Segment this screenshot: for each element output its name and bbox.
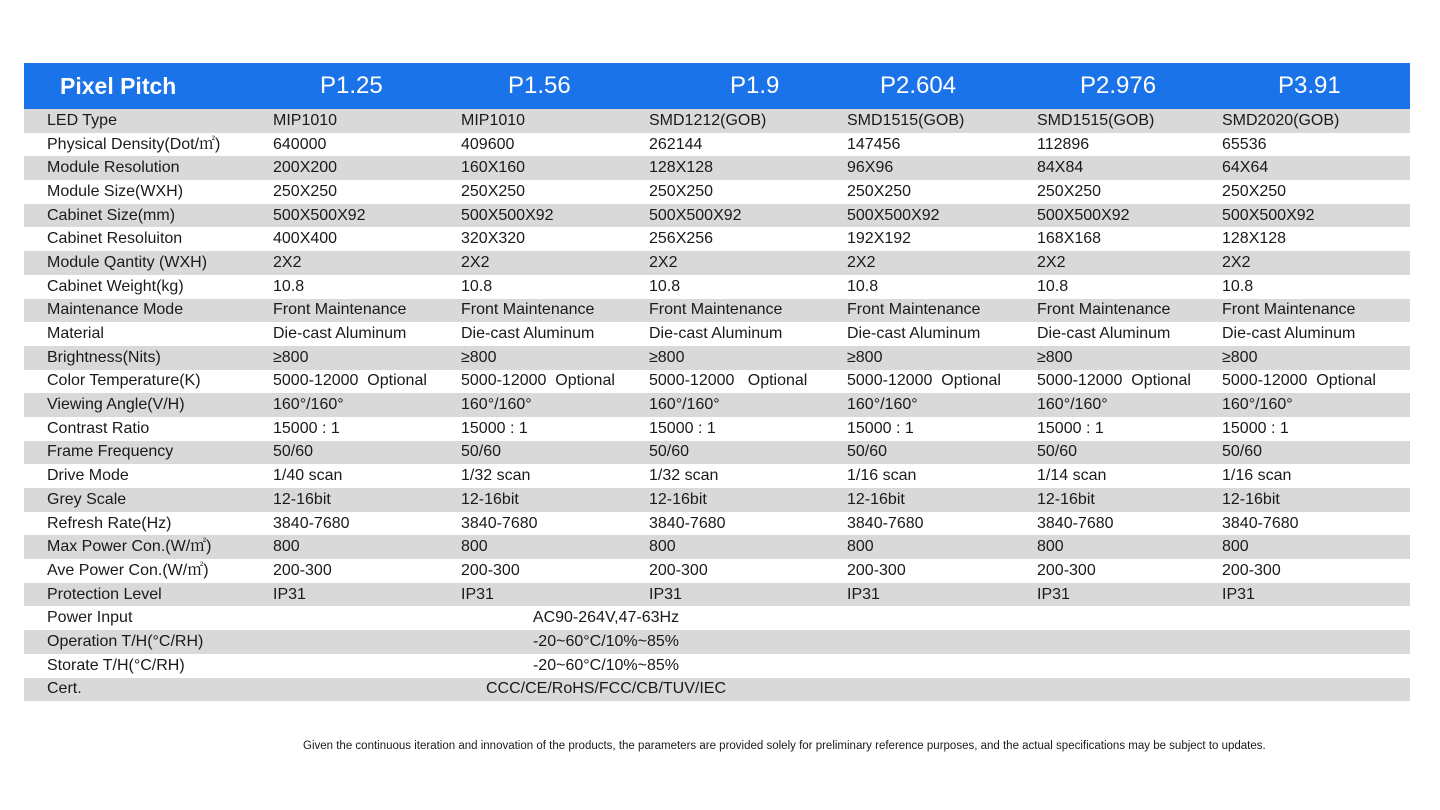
cell-value: 128X128	[649, 159, 714, 177]
cell-value: 3840-7680	[461, 514, 538, 532]
table-row	[24, 417, 1410, 441]
cell-value: SMD1515(GOB)	[1037, 111, 1155, 129]
cell-value: 15000 : 1	[461, 419, 528, 437]
spec-table	[24, 63, 1410, 701]
cell-value: Front Maintenance	[1037, 301, 1171, 319]
merged-value: CCC/CE/RoHS/FCC/CB/TUV/IEC	[485, 680, 727, 698]
cell-value: 1/32 scan	[649, 467, 719, 485]
row-label: Brightness(Nits)	[47, 348, 161, 366]
cell-value: MIP1010	[461, 111, 526, 129]
cell-value: 50/60	[273, 443, 314, 461]
cell-value: 128X128	[1222, 230, 1287, 248]
row-label: Protection Level	[47, 585, 162, 603]
cell-value: 160°/160°	[461, 396, 532, 414]
cell-value: 1/16 scan	[1222, 467, 1292, 485]
cell-value: ≥800	[1037, 348, 1073, 366]
cell-value: Die-cast Aluminum	[461, 325, 595, 343]
cell-value: 15000 : 1	[1037, 419, 1104, 437]
cell-value: 10.8	[461, 277, 493, 295]
cell-value: Die-cast Aluminum	[1222, 325, 1356, 343]
cell-value: 500X500X92	[649, 206, 742, 224]
cell-value: 200-300	[649, 561, 708, 579]
cell-value: 3840-7680	[1037, 514, 1114, 532]
table-row	[24, 346, 1410, 370]
cell-value: 200-300	[1037, 561, 1096, 579]
cell-value: 5000-12000 Optional	[649, 372, 808, 390]
cell-value: Front Maintenance	[1222, 301, 1356, 319]
cell-value: IP31	[847, 585, 880, 603]
cell-value: IP31	[1037, 585, 1070, 603]
table-row	[24, 251, 1410, 275]
cell-value: 15000 : 1	[649, 419, 716, 437]
table-row	[24, 370, 1410, 394]
cell-value: 112896	[1037, 135, 1090, 153]
table-row	[24, 322, 1410, 346]
cell-value: 50/60	[649, 443, 690, 461]
cell-value: 160°/160°	[273, 396, 344, 414]
cell-value: 800	[847, 538, 874, 556]
cell-value: ≥800	[649, 348, 685, 366]
table-row-merged	[24, 678, 1410, 702]
cell-value: 500X500X92	[1222, 206, 1315, 224]
cell-value: SMD1212(GOB)	[649, 111, 767, 129]
cell-value: 5000-12000 Optional	[461, 372, 615, 390]
cell-value: IP31	[273, 585, 306, 603]
cell-value: Die-cast Aluminum	[1037, 325, 1171, 343]
header-p1-9: P1.9	[730, 72, 780, 99]
cell-value: 147456	[847, 135, 901, 153]
cell-value: 10.8	[273, 277, 305, 295]
row-label: Grey Scale	[47, 490, 127, 508]
table-row	[24, 512, 1410, 536]
cell-value: 160°/160°	[847, 396, 918, 414]
row-label: LED Type	[47, 111, 117, 129]
cell-value: 2X2	[461, 253, 490, 271]
cell-value: 800	[1037, 538, 1064, 556]
cell-value: 3840-7680	[649, 514, 726, 532]
header-p2-976: P2.976	[1080, 72, 1157, 99]
cell-value: Front Maintenance	[273, 301, 407, 319]
table-row	[24, 535, 1410, 559]
cell-value: 500X500X92	[1037, 206, 1130, 224]
cell-value: 1/14 scan	[1037, 467, 1107, 485]
table-row	[24, 299, 1410, 323]
cell-value: ≥800	[461, 348, 497, 366]
cell-value: 5000-12000 Optional	[1037, 372, 1191, 390]
cell-value: Die-cast Aluminum	[273, 325, 407, 343]
cell-value: 1/40 scan	[273, 467, 343, 485]
cell-value: 50/60	[461, 443, 502, 461]
cell-value: 3840-7680	[1222, 514, 1299, 532]
table-row	[24, 488, 1410, 512]
cell-value: 250X250	[1037, 182, 1102, 200]
cell-value: 2X2	[847, 253, 876, 271]
cell-value: 3840-7680	[273, 514, 350, 532]
row-label: Power Input	[47, 609, 133, 627]
cell-value: SMD2020(GOB)	[1222, 111, 1340, 129]
cell-value: 200X200	[273, 159, 338, 177]
footnote: Given the continuous iteration and innovation of the products, the parameters are provided solely for preliminary reference purposes, and the actual specifications may be subject to updates.	[303, 740, 1266, 752]
table-row-merged	[24, 654, 1410, 678]
cell-value: 400X400	[273, 230, 338, 248]
cell-value: 1/16 scan	[847, 467, 917, 485]
cell-value: 2X2	[273, 253, 302, 271]
cell-value: 200-300	[847, 561, 906, 579]
cell-value: 250X250	[847, 182, 912, 200]
row-label: Maintenance Mode	[47, 301, 184, 319]
table-row	[24, 180, 1410, 204]
cell-value: 2X2	[1222, 253, 1251, 271]
cell-value: 500X500X92	[847, 206, 940, 224]
merged-value: AC90-264V,47-63Hz	[532, 609, 680, 627]
cell-value: 50/60	[847, 443, 888, 461]
header-row	[24, 63, 1410, 109]
table-row	[24, 441, 1410, 465]
cell-value: Front Maintenance	[847, 301, 981, 319]
cell-value: 160X160	[461, 159, 526, 177]
cell-value: 500X500X92	[273, 206, 366, 224]
row-label: Contrast Ratio	[47, 419, 150, 437]
table-header	[24, 63, 1410, 109]
cell-value: 256X256	[649, 230, 714, 248]
cell-value: 12-16bit	[1222, 490, 1280, 508]
header-p1-25: P1.25	[320, 72, 383, 99]
cell-value: 5000-12000 Optional	[1222, 372, 1376, 390]
row-label: Drive Mode	[47, 467, 129, 485]
cell-value: 15000 : 1	[1222, 419, 1289, 437]
cell-value: 10.8	[649, 277, 681, 295]
cell-value: 262144	[649, 135, 703, 153]
table-row-merged	[24, 606, 1410, 630]
cell-value: 800	[649, 538, 676, 556]
cell-value: MIP1010	[273, 111, 338, 129]
cell-value: Front Maintenance	[461, 301, 595, 319]
row-label: Operation T/H(°C/RH)	[47, 632, 204, 650]
cell-value: 640000	[273, 135, 327, 153]
row-label: Max Power Con.(W/㎡)	[47, 538, 212, 556]
table-body	[24, 109, 1410, 701]
table-row	[24, 109, 1410, 133]
cell-value: 250X250	[649, 182, 714, 200]
cell-value: 12-16bit	[273, 490, 331, 508]
cell-value: IP31	[1222, 585, 1255, 603]
cell-value: 160°/160°	[1222, 396, 1293, 414]
cell-value: 96X96	[847, 159, 894, 177]
cell-value: ≥800	[1222, 348, 1258, 366]
row-label: Frame Frequency	[47, 443, 174, 461]
cell-value: ≥800	[273, 348, 309, 366]
cell-value: 160°/160°	[1037, 396, 1108, 414]
cell-value: 2X2	[1037, 253, 1066, 271]
cell-value: 200-300	[273, 561, 332, 579]
table-row	[24, 559, 1410, 583]
row-label: Module Qantity (WXH)	[47, 253, 208, 271]
row-label: Cert.	[47, 680, 82, 698]
merged-value: -20~60°C/10%~85%	[532, 632, 680, 650]
cell-value: 500X500X92	[461, 206, 554, 224]
row-label: Cabinet Weight(kg)	[47, 277, 184, 295]
cell-value: Front Maintenance	[649, 301, 783, 319]
row-label: Material	[47, 325, 104, 343]
cell-value: IP31	[649, 585, 682, 603]
cell-value: SMD1515(GOB)	[847, 111, 965, 129]
table-row	[24, 583, 1410, 607]
header-pixel-pitch: Pixel Pitch	[60, 72, 177, 99]
cell-value: 15000 : 1	[847, 419, 914, 437]
cell-value: 1/32 scan	[461, 467, 531, 485]
table-row-merged	[24, 630, 1410, 654]
cell-value: 10.8	[847, 277, 879, 295]
cell-value: 50/60	[1222, 443, 1263, 461]
cell-value: 12-16bit	[461, 490, 519, 508]
table-row	[24, 275, 1410, 299]
cell-value: 84X84	[1037, 159, 1084, 177]
cell-value: 250X250	[273, 182, 338, 200]
table-row	[24, 227, 1410, 251]
table-row	[24, 393, 1410, 417]
row-label: Refresh Rate(Hz)	[47, 514, 172, 532]
cell-value: IP31	[461, 585, 494, 603]
row-label: Physical Density(Dot/㎡)	[47, 135, 221, 153]
cell-value: 320X320	[461, 230, 526, 248]
row-label: Module Size(WXH)	[47, 182, 184, 200]
cell-value: 15000 : 1	[273, 419, 340, 437]
cell-value: 10.8	[1222, 277, 1254, 295]
row-label: Storate T/H(°C/RH)	[47, 656, 185, 674]
table-row	[24, 133, 1410, 157]
cell-value: 409600	[461, 135, 515, 153]
cell-value: 2X2	[649, 253, 678, 271]
cell-value: ≥800	[847, 348, 883, 366]
cell-value: Die-cast Aluminum	[847, 325, 981, 343]
cell-value: 250X250	[1222, 182, 1287, 200]
row-label: Color Temperature(K)	[47, 372, 201, 390]
cell-value: 168X168	[1037, 230, 1102, 248]
header-p3-91: P3.91	[1278, 72, 1341, 99]
cell-value: 192X192	[847, 230, 912, 248]
row-label: Ave Power Con.(W/㎡)	[47, 561, 209, 579]
table-row	[24, 204, 1410, 228]
row-label: Cabinet Size(mm)	[47, 206, 176, 224]
cell-value: 12-16bit	[1037, 490, 1095, 508]
cell-value: 12-16bit	[847, 490, 905, 508]
cell-value: 64X64	[1222, 159, 1269, 177]
cell-value: 800	[461, 538, 488, 556]
cell-value: 10.8	[1037, 277, 1069, 295]
row-label: Cabinet Resoluiton	[47, 230, 183, 248]
cell-value: 50/60	[1037, 443, 1078, 461]
merged-value: -20~60°C/10%~85%	[532, 656, 680, 674]
table-row	[24, 156, 1410, 180]
table-row	[24, 464, 1410, 488]
header-p1-56: P1.56	[508, 72, 571, 99]
cell-value: 65536	[1222, 135, 1267, 153]
cell-value: 200-300	[1222, 561, 1281, 579]
cell-value: 200-300	[461, 561, 520, 579]
cell-value: 800	[273, 538, 300, 556]
cell-value: 3840-7680	[847, 514, 924, 532]
cell-value: 800	[1222, 538, 1249, 556]
cell-value: 12-16bit	[649, 490, 707, 508]
cell-value: 160°/160°	[649, 396, 720, 414]
cell-value: 5000-12000 Optional	[273, 372, 427, 390]
header-p2-604: P2.604	[880, 72, 957, 99]
row-label: Viewing Angle(V/H)	[47, 396, 185, 414]
row-label: Module Resolution	[47, 159, 180, 177]
cell-value: Die-cast Aluminum	[649, 325, 783, 343]
cell-value: 5000-12000 Optional	[847, 372, 1001, 390]
cell-value: 250X250	[461, 182, 526, 200]
